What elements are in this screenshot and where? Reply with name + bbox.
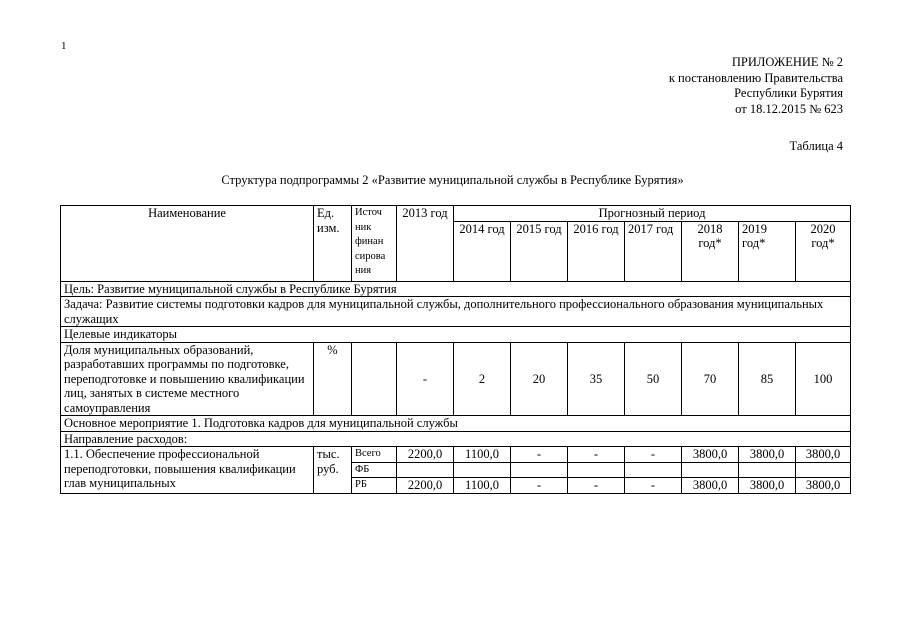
main-activity-text: Основное мероприятие 1. Подготовка кадров для муниципальной службы — [61, 416, 851, 432]
expense-fb-2017 — [625, 462, 682, 478]
expense-fb-2013 — [397, 462, 454, 478]
expense-fb-2019 — [739, 462, 796, 478]
header-2017: 2017 год — [625, 221, 682, 281]
page-number: 1 — [61, 40, 67, 52]
indicators-label: Целевые индикаторы — [61, 327, 851, 343]
goal-text: Цель: Развитие муниципальной службы в Республике Бурятия — [61, 281, 851, 297]
task-row — [61, 297, 851, 327]
indicator-row — [61, 342, 851, 416]
header-2018: 2018 год* — [682, 221, 739, 281]
expense-total-2018: 3800,0 — [682, 447, 739, 463]
main-activity-row — [61, 416, 851, 432]
indicator-name: Доля муниципальных образований, разработавших программы по подготовке, переподготовке и повышению квалификации лиц, занятых в системе местного самоуправления — [61, 342, 314, 416]
indicators-row — [61, 327, 851, 343]
appendix-line-4: от 18.12.2015 № 623 — [735, 101, 843, 116]
table-label: Таблица 4 — [789, 139, 843, 153]
expense-fb-2014 — [454, 462, 511, 478]
header-2016: 2016 год — [568, 221, 625, 281]
indicator-value-2020: 100 — [796, 342, 851, 416]
expense-total-2019: 3800,0 — [739, 447, 796, 463]
indicator-value-2016: 35 — [568, 342, 625, 416]
expense-unit: тыс. руб. — [314, 447, 352, 494]
expense-fb-2018 — [682, 462, 739, 478]
document-title: Структура подпрограммы 2 «Развитие муниципальной службы в Республике Бурятия» — [221, 173, 684, 187]
indicator-value-2019: 85 — [739, 342, 796, 416]
task-text: Задача: Развитие системы подготовки кадров для муниципальной службы, дополнительного профессионального образования муниципальных служащих — [61, 297, 851, 327]
indicator-value-2014: 2 — [454, 342, 511, 416]
expense-source-rb: РБ — [352, 478, 397, 494]
expense-rb-2014: 1100,0 — [454, 478, 511, 494]
expense-rb-2016: - — [568, 478, 625, 494]
indicator-value-2018: 70 — [682, 342, 739, 416]
header-2020: 2020 год* — [796, 221, 851, 281]
expense-source-total: Всего — [352, 447, 397, 463]
header-row-1 — [61, 206, 851, 222]
expenses-label-row — [61, 431, 851, 447]
expense-source-fb: ФБ — [352, 462, 397, 478]
expense-rb-2020: 3800,0 — [796, 478, 851, 494]
expense-rb-2017: - — [625, 478, 682, 494]
indicator-source — [352, 342, 397, 416]
expenses-label: Направление расходов: — [61, 431, 851, 447]
header-unit: Ед. изм. — [314, 206, 352, 282]
indicator-value-2015: 20 — [511, 342, 568, 416]
expense-total-2017: - — [625, 447, 682, 463]
header-source: Источ ник финан сирова ния — [352, 206, 397, 282]
expense-fb-2015 — [511, 462, 568, 478]
indicator-value-2017: 50 — [625, 342, 682, 416]
expense-total-2015: - — [511, 447, 568, 463]
expense-total-2016: - — [568, 447, 625, 463]
appendix-line-3: Республики Бурятия — [734, 86, 843, 100]
expense-total-2013: 2200,0 — [397, 447, 454, 463]
expense-fb-2020 — [796, 462, 851, 478]
expense-rb-2015: - — [511, 478, 568, 494]
goal-row — [61, 281, 851, 297]
expense-fb-2016 — [568, 462, 625, 478]
expense-name: 1.1. Обеспечение профессиональной переподготовки, повышения квалификации глав муниципальных — [61, 447, 314, 494]
header-2013: 2013 год — [397, 206, 454, 282]
expense-row-total — [61, 447, 851, 463]
expense-rb-2019: 3800,0 — [739, 478, 796, 494]
expense-rb-2018: 3800,0 — [682, 478, 739, 494]
expense-rb-2013: 2200,0 — [397, 478, 454, 494]
header-2019: 2019 год* — [739, 221, 796, 281]
subprogram-table — [60, 205, 851, 494]
header-2015: 2015 год — [511, 221, 568, 281]
header-2014: 2014 год — [454, 221, 511, 281]
expense-total-2014: 1100,0 — [454, 447, 511, 463]
expense-total-2020: 3800,0 — [796, 447, 851, 463]
indicator-unit: % — [314, 342, 352, 416]
appendix-header — [669, 55, 843, 117]
indicator-value-2013: - — [397, 342, 454, 416]
header-forecast: Прогнозный период — [454, 206, 851, 222]
appendix-line-1: ПРИЛОЖЕНИЕ № 2 — [731, 55, 843, 69]
appendix-line-2: к постановлению Правительства — [668, 70, 843, 85]
header-name: Наименование — [61, 206, 314, 282]
